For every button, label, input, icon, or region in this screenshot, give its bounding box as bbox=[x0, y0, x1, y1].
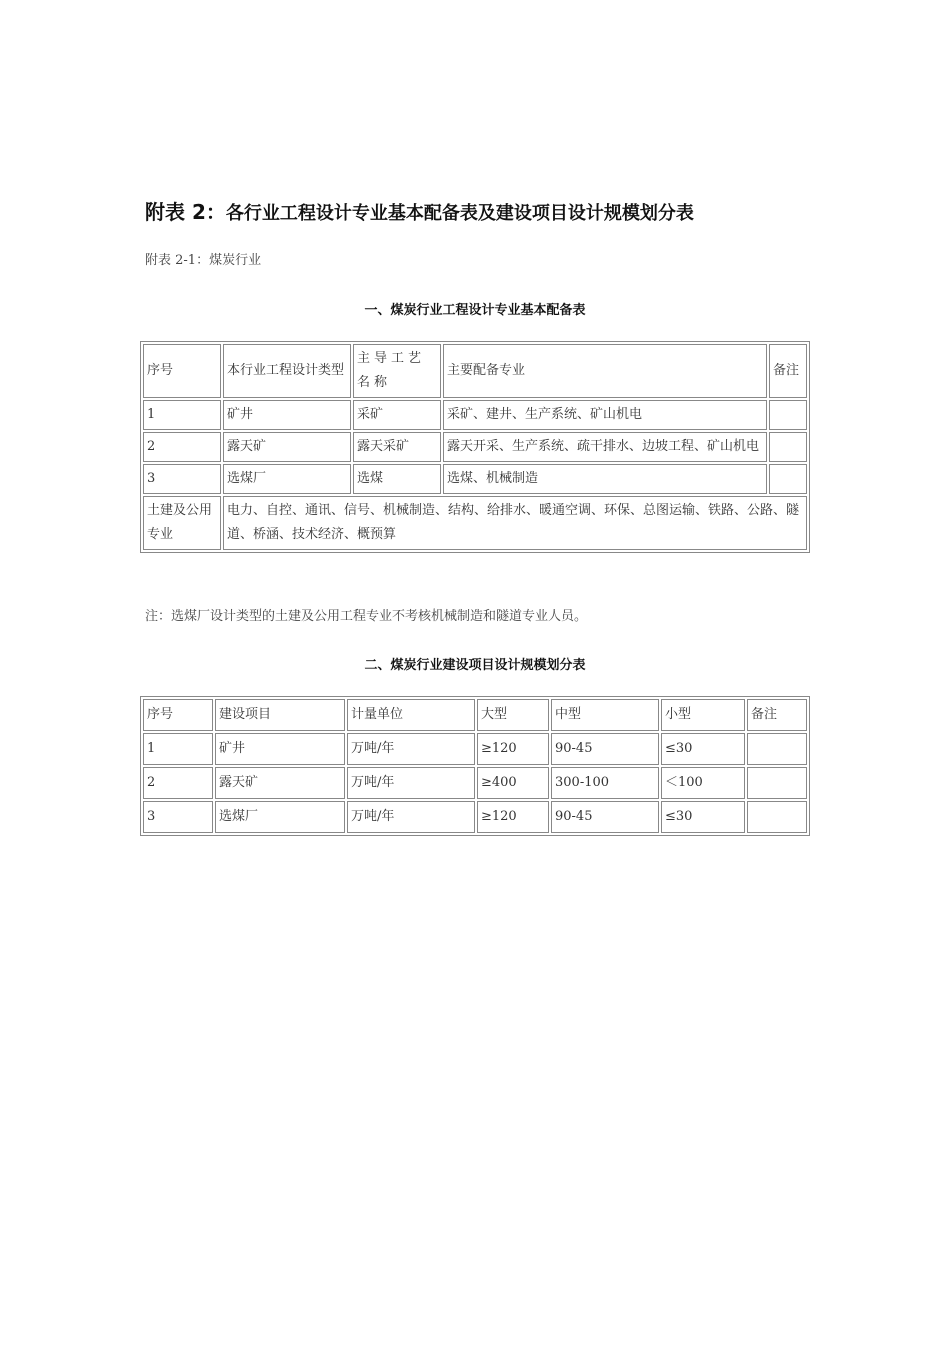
table-cell: ≥120 bbox=[477, 733, 549, 765]
table-cell: 1 bbox=[143, 400, 221, 430]
table-row bbox=[143, 464, 807, 494]
table-cell: 采矿、建井、生产系统、矿山机电 bbox=[443, 400, 767, 430]
table2-caption: 二、煤炭行业建设项目设计规模划分表 bbox=[364, 658, 586, 673]
table-cell: 万吨/年 bbox=[347, 733, 475, 765]
staffing-table bbox=[140, 341, 810, 553]
table-cell: 3 bbox=[143, 464, 221, 494]
header-cell: 建设项目 bbox=[215, 699, 345, 731]
table-row bbox=[143, 432, 807, 462]
table-cell: 2 bbox=[143, 767, 213, 799]
header-cell: 序号 bbox=[143, 344, 221, 398]
header-cell: 主要配备专业 bbox=[443, 344, 767, 398]
table-cell: ≤30 bbox=[661, 733, 745, 765]
table-cell: 露天矿 bbox=[223, 432, 351, 462]
header-cell: 主导工艺名称 bbox=[353, 344, 441, 398]
table-cell: 300-100 bbox=[551, 767, 659, 799]
table-cell: 露天开采、生产系统、疏干排水、边坡工程、矿山机电 bbox=[443, 432, 767, 462]
common-label-cell: 土建及公用专业 bbox=[143, 496, 221, 550]
page-title bbox=[145, 196, 694, 225]
table-cell bbox=[769, 400, 807, 430]
table-cell bbox=[747, 767, 807, 799]
header-cell: 大型 bbox=[477, 699, 549, 731]
subtitle: 附表 2-1：煤炭行业 bbox=[145, 253, 262, 268]
table-cell: 选煤、机械制造 bbox=[443, 464, 767, 494]
header-cell: 计量单位 bbox=[347, 699, 475, 731]
header-cell: 中型 bbox=[551, 699, 659, 731]
table-row bbox=[143, 496, 807, 550]
table-cell: 采矿 bbox=[353, 400, 441, 430]
table-cell bbox=[769, 464, 807, 494]
table-cell: 露天采矿 bbox=[353, 432, 441, 462]
table-cell: 万吨/年 bbox=[347, 767, 475, 799]
header-cell: 备注 bbox=[747, 699, 807, 731]
table-row bbox=[143, 400, 807, 430]
table-cell: ≥120 bbox=[477, 801, 549, 833]
header-cell: 备注 bbox=[769, 344, 807, 398]
header-cell: 小型 bbox=[661, 699, 745, 731]
table-cell bbox=[747, 801, 807, 833]
table-cell: 选煤厂 bbox=[215, 801, 345, 833]
table-cell: 1 bbox=[143, 733, 213, 765]
table-header-row bbox=[143, 699, 807, 731]
table-cell: ＜100 bbox=[661, 767, 745, 799]
table-cell: 万吨/年 bbox=[347, 801, 475, 833]
table-cell: ≤30 bbox=[661, 801, 745, 833]
table-cell bbox=[747, 733, 807, 765]
header-cell: 本行业工程设计类型 bbox=[223, 344, 351, 398]
title-prefix: 附表 2： bbox=[145, 200, 226, 224]
table-cell: 90-45 bbox=[551, 801, 659, 833]
title-main: 各行业工程设计专业基本配备表及建设项目设计规模划分表 bbox=[225, 203, 694, 224]
table1-caption: 一、煤炭行业工程设计专业基本配备表 bbox=[364, 303, 586, 318]
table-cell: 露天矿 bbox=[215, 767, 345, 799]
table-cell: 90-45 bbox=[551, 733, 659, 765]
table-row bbox=[143, 801, 807, 833]
footnote: 注：选煤厂设计类型的土建及公用工程专业不考核机械制造和隧道专业人员。 bbox=[145, 609, 588, 624]
table-cell: 3 bbox=[143, 801, 213, 833]
table-cell: 矿井 bbox=[223, 400, 351, 430]
table-row bbox=[143, 767, 807, 799]
table-cell: 2 bbox=[143, 432, 221, 462]
table-header-row bbox=[143, 344, 807, 398]
table-cell bbox=[769, 432, 807, 462]
scale-table bbox=[140, 696, 810, 836]
table-cell: ≥400 bbox=[477, 767, 549, 799]
table-cell: 选煤 bbox=[353, 464, 441, 494]
table-row bbox=[143, 733, 807, 765]
header-cell: 序号 bbox=[143, 699, 213, 731]
common-value-cell: 电力、自控、通讯、信号、机械制造、结构、给排水、暖通空调、环保、总图运输、铁路、公路、隧道、桥涵、技术经济、概预算 bbox=[223, 496, 807, 550]
table-cell: 选煤厂 bbox=[223, 464, 351, 494]
table-cell: 矿井 bbox=[215, 733, 345, 765]
